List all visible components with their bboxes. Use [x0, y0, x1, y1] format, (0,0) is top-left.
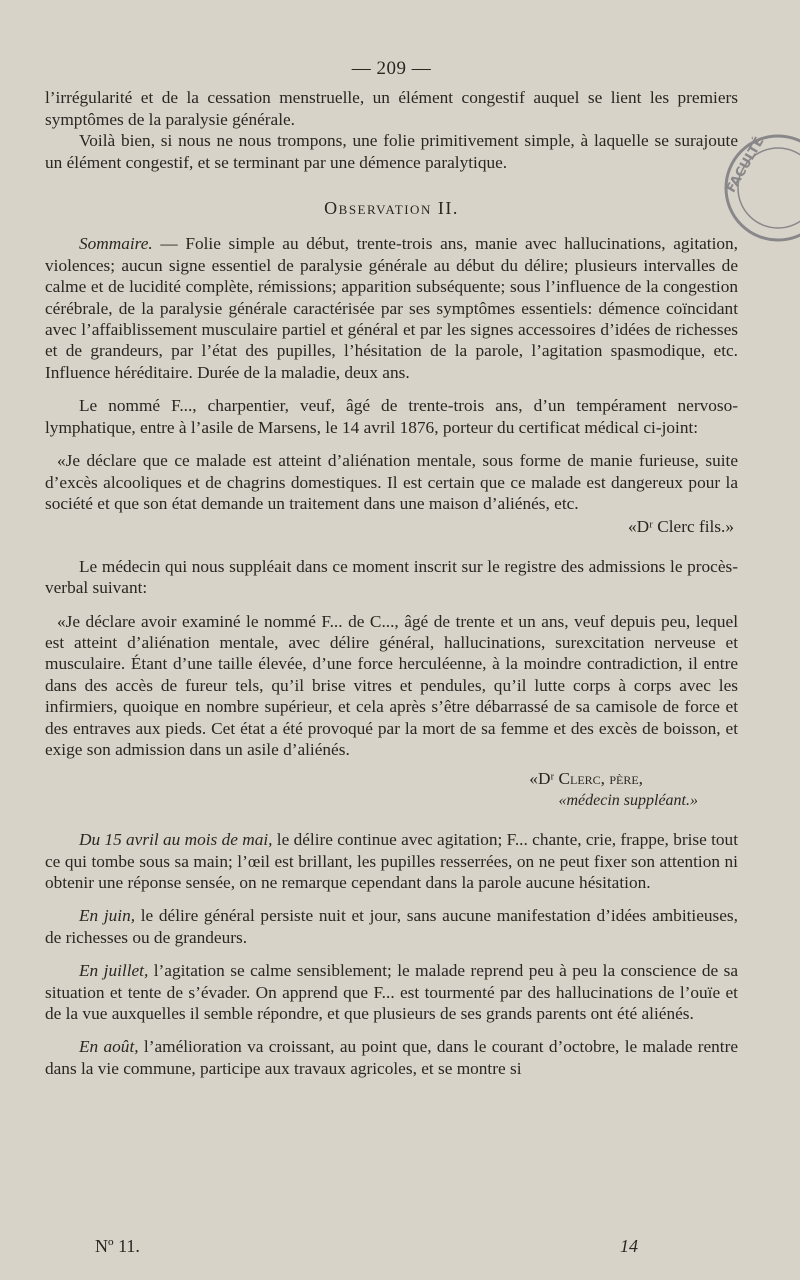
- juin-text: le délire général persiste nuit et jour, sans aucune manifestation d’idées ambitieuses, de richesses ou de grandeurs.: [45, 906, 738, 947]
- aout-text: l’amélioration va croissant, au point que, dans le courant d’octobre, le malade rentre dans la vie commune, participe aux travaux agricoles, et se montre si: [45, 1037, 739, 1078]
- observation-heading: Observation II.: [324, 198, 459, 219]
- certificate-quote: «Je déclare que ce malade est atteint d’aliénation mentale, sous forme de manie furieuse, suite d’excès alcooliques et de chagrins domestiques. Il est certain que ce malade est dangereux pour la société et que son état demande un traitement dans une maison d’aliénés, etc.: [45, 451, 738, 513]
- paragraph-registre: Le médecin qui nous suppléait dans ce moment inscrit sur le registre des admissions le procès-verbal suivant:: [45, 556, 738, 598]
- signature-clerc-pere: «Dʳ Clerc, père,: [529, 769, 643, 789]
- juin-label: En juin,: [79, 906, 136, 926]
- paragraph-juin: [45, 905, 738, 948]
- avril-text: le délire continue avec agitation; F... chante, crie, frappe, brise tout ce qui tombe sous sa main; l’œil est brillant, les pupilles resserrées, on ne peut fixer son attention ni obtenir une réponse sensée, on ne remarque cependant dans la parole aucune hésitation.: [45, 830, 738, 892]
- signature-mark: Nº 11.: [95, 1236, 140, 1256]
- sommaire-text: — Folie simple au début, trente-trois ans, manie avec hallucinations, agitation, violences; aucun signe essentiel de paralysie générale au début du délire; plusieurs intervalles de calme et de lucidité complète, rémissions; apparition subséquente; sous l’influence de la congestion cérébrale, de la paralysie générale caractérisée par ses symptômes essentiels: démence coïncidant avec l’affaiblissement musculaire partiel et général et par les signes accessoires d’idées de richesses et de grandeurs, par l’état des pupilles, l’hésitation de la parole, l’agitation spasmodique, etc. Influence héréditaire. Durée de la maladie, deux ans.: [45, 234, 738, 382]
- paragraph-patient: Le nommé F..., charpentier, veuf, âgé de trente-trois ans, d’un tempérament nervoso-lymphatique, entre à l’asile de Marsens, le 14 avril 1876, porteur du certificat médical ci-joint:: [45, 396, 738, 437]
- sommaire-paragraph: [45, 233, 738, 383]
- signature-clerc-fils: «Dʳ Clerc fils.»: [628, 517, 734, 537]
- proces-verbal-quote: «Je déclare avoir examiné le nommé F... de C..., âgé de trente et un ans, veuf depuis peu, lequel est atteint d’aliénation mentale, avec délire général, hallucinations, surexcitation nerveuse et musculaire. Étant d’une taille élevée, d’une force herculéenne, à la moindre contradiction, il entre dans des accès de fureur tels, qu’il brise vitres et pendules, qu’il lutte corps à corps avec les infirmiers, quoique en nombre supérieur, et cela après s’être débarrassé de sa camisole de force et des entraves aux pieds. Cet état a été provoqué par la mort de sa femme et des excès de boisson, et exige son admission dans un asile d’aliénés.: [45, 611, 738, 759]
- sommaire-label: Sommaire.: [79, 234, 153, 254]
- juillet-text: l’agitation se calme sensiblement; le malade reprend peu à peu la conscience de sa situation et tente de s’évader. On apprend que F... est tourmenté par des hallucinations de l’ouïe et de la vue auxquelles il semble répondre, et que plusieurs de ses grands parents ont été aliénés.: [45, 961, 738, 1024]
- paragraph-juillet: [45, 960, 738, 1024]
- avril-label: Du 15 avril au mois de mai,: [79, 830, 273, 850]
- gathering-number: 14: [620, 1236, 638, 1256]
- juillet-label: En juillet,: [79, 961, 149, 981]
- paragraph-intro: l’irrégularité et de la cessation menstruelle, un élément congestif auquel se lient les premiers symptômes de la paralysie générale.: [45, 88, 738, 129]
- svg-text:FACULTÉ: FACULTÉ: [723, 134, 768, 196]
- paragraph-voila: Voilà bien, si nous ne nous trompons, une folie primitivement simple, à laquelle se surajoute un élément congestif, et se terminant par une démence paralytique.: [45, 131, 738, 172]
- page-number: — 209 —: [351, 58, 432, 79]
- paragraph-aout: [45, 1036, 738, 1079]
- paragraph-avril: [45, 829, 738, 893]
- page-text: [45, 58, 738, 1079]
- aout-label: En août,: [79, 1037, 139, 1057]
- signature-role: «médecin suppléant.»: [558, 791, 698, 809]
